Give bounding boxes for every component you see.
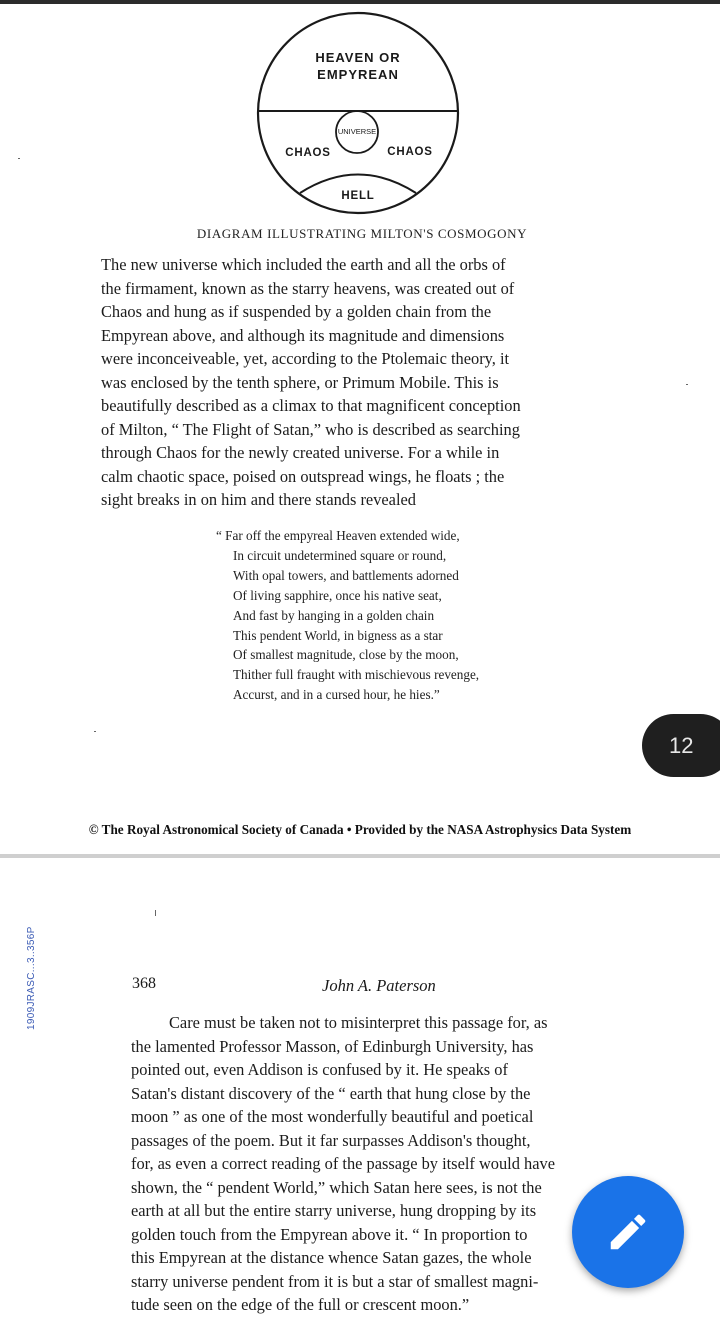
paragraph-line: of Milton, “ The Flight of Satan,” who is described as searching <box>101 419 520 439</box>
paragraph-line: calm chaotic space, poised on outspread wings, he floats ; the <box>101 466 505 486</box>
paragraph-line: starry universe pendent from it is but a star of smallest magni- <box>131 1271 539 1291</box>
paragraph-line: Satan's distant discovery of the “ earth that hung close by the <box>131 1083 531 1103</box>
label-heaven: HEAVEN OR <box>315 50 401 65</box>
paragraph-line: pointed out, even Addison is confused by it. He speaks of <box>131 1060 508 1079</box>
poem-line: Of smallest magnitude, close by the moon, <box>233 647 459 663</box>
paragraph-line: the firmament, known as the starry heavens, was created out of <box>101 278 515 298</box>
paragraph-line: Empyrean above, and although its magnitude and dimensions <box>101 325 505 345</box>
label-hell: HELL <box>341 190 375 202</box>
paragraph-line: the lamented Professor Masson, of Edinburgh University, has <box>131 1036 534 1056</box>
paragraph-line: through Chaos for the newly created universe. For a while in <box>101 443 500 462</box>
body-paragraph-2 <box>131 1011 655 1317</box>
paragraph-line: golden touch from the Empyrean above it. “ In proportion to <box>131 1224 528 1244</box>
label-chaos-right: CHAOS <box>387 146 433 158</box>
paragraph-line: this Empyrean at the distance whence Satan gazes, the whole <box>131 1248 532 1267</box>
scan-speck <box>155 910 156 916</box>
scan-speck <box>18 158 20 159</box>
paragraph-line: moon ” as one of the most wonderfully beautiful and poetical <box>131 1107 534 1126</box>
edit-pencil-icon <box>605 1209 651 1255</box>
poem-line: Thither full fraught with mischievous revenge, <box>233 667 480 683</box>
document-page-upper <box>0 4 720 854</box>
edit-fab-button[interactable] <box>572 1176 684 1288</box>
label-universe: UNIVERSE <box>337 127 377 136</box>
paragraph-line: tude seen on the edge of the full or crescent moon.” <box>131 1295 470 1314</box>
outer-sphere-circle <box>258 13 458 213</box>
diagram-caption: DIAGRAM ILLUSTRATING MILTON'S COSMOGONY <box>196 226 528 241</box>
running-head-author: John A. Paterson <box>322 976 436 995</box>
label-empyrean: EMPYREAN <box>317 67 399 82</box>
bibcode-side-label: 1909JRASC...3..356P <box>26 926 37 1030</box>
body-paragraph-1 <box>101 253 624 512</box>
scan-speck <box>686 384 688 385</box>
paragraph-line: passages of the poem. But it far surpasses Addison's thought, <box>131 1130 531 1150</box>
paragraph-line: shown, the “ pendent World,” which Satan here sees, is not the <box>131 1177 542 1197</box>
poem-line: Of living sapphire, once his native seat, <box>233 587 442 603</box>
poem-line: With opal towers, and battlements adorned <box>233 567 459 583</box>
paragraph-line: sight breaks in on him and there stands revealed <box>101 490 416 509</box>
poem-line: Accurst, and in a cursed hour, he hies.” <box>233 687 440 703</box>
paragraph-line: were inconceiveable, yet, according to the Ptolemaic theory, it <box>101 349 510 368</box>
scan-speck <box>94 731 96 732</box>
cosmogony-diagram <box>254 8 466 222</box>
page-indicator-badge: 12 <box>642 714 720 777</box>
paragraph-line: earth at all but the entire starry universe, hung dropping by its <box>131 1201 537 1220</box>
label-chaos-left: CHAOS <box>285 147 331 159</box>
copyright-footer: © The Royal Astronomical Society of Canada • Provided by the NASA Astrophysics Data System <box>88 822 632 837</box>
paragraph-line: beautifully described as a climax to that magnificent conception <box>101 396 521 415</box>
poem-line: And fast by hanging in a golden chain <box>233 607 435 623</box>
page-number: 368 <box>132 975 156 992</box>
paragraph-line: was enclosed by the tenth sphere, or Primum Mobile. This is <box>101 372 499 392</box>
poem-line: “ Far off the empyreal Heaven extended wide, <box>216 528 460 543</box>
paragraph-line: Care must be taken not to misinterpret this passage for, as <box>169 1013 548 1032</box>
poem-quotation <box>216 526 536 705</box>
poem-line: This pendent World, in bigness as a star <box>233 627 443 643</box>
paragraph-line: The new universe which included the earth and all the orbs of <box>101 255 506 274</box>
paragraph-line: Chaos and hung as if suspended by a golden chain from the <box>101 302 492 321</box>
poem-line: In circuit undetermined square or round, <box>233 547 447 563</box>
paragraph-line: for, as even a correct reading of the passage by itself would have <box>131 1154 555 1173</box>
